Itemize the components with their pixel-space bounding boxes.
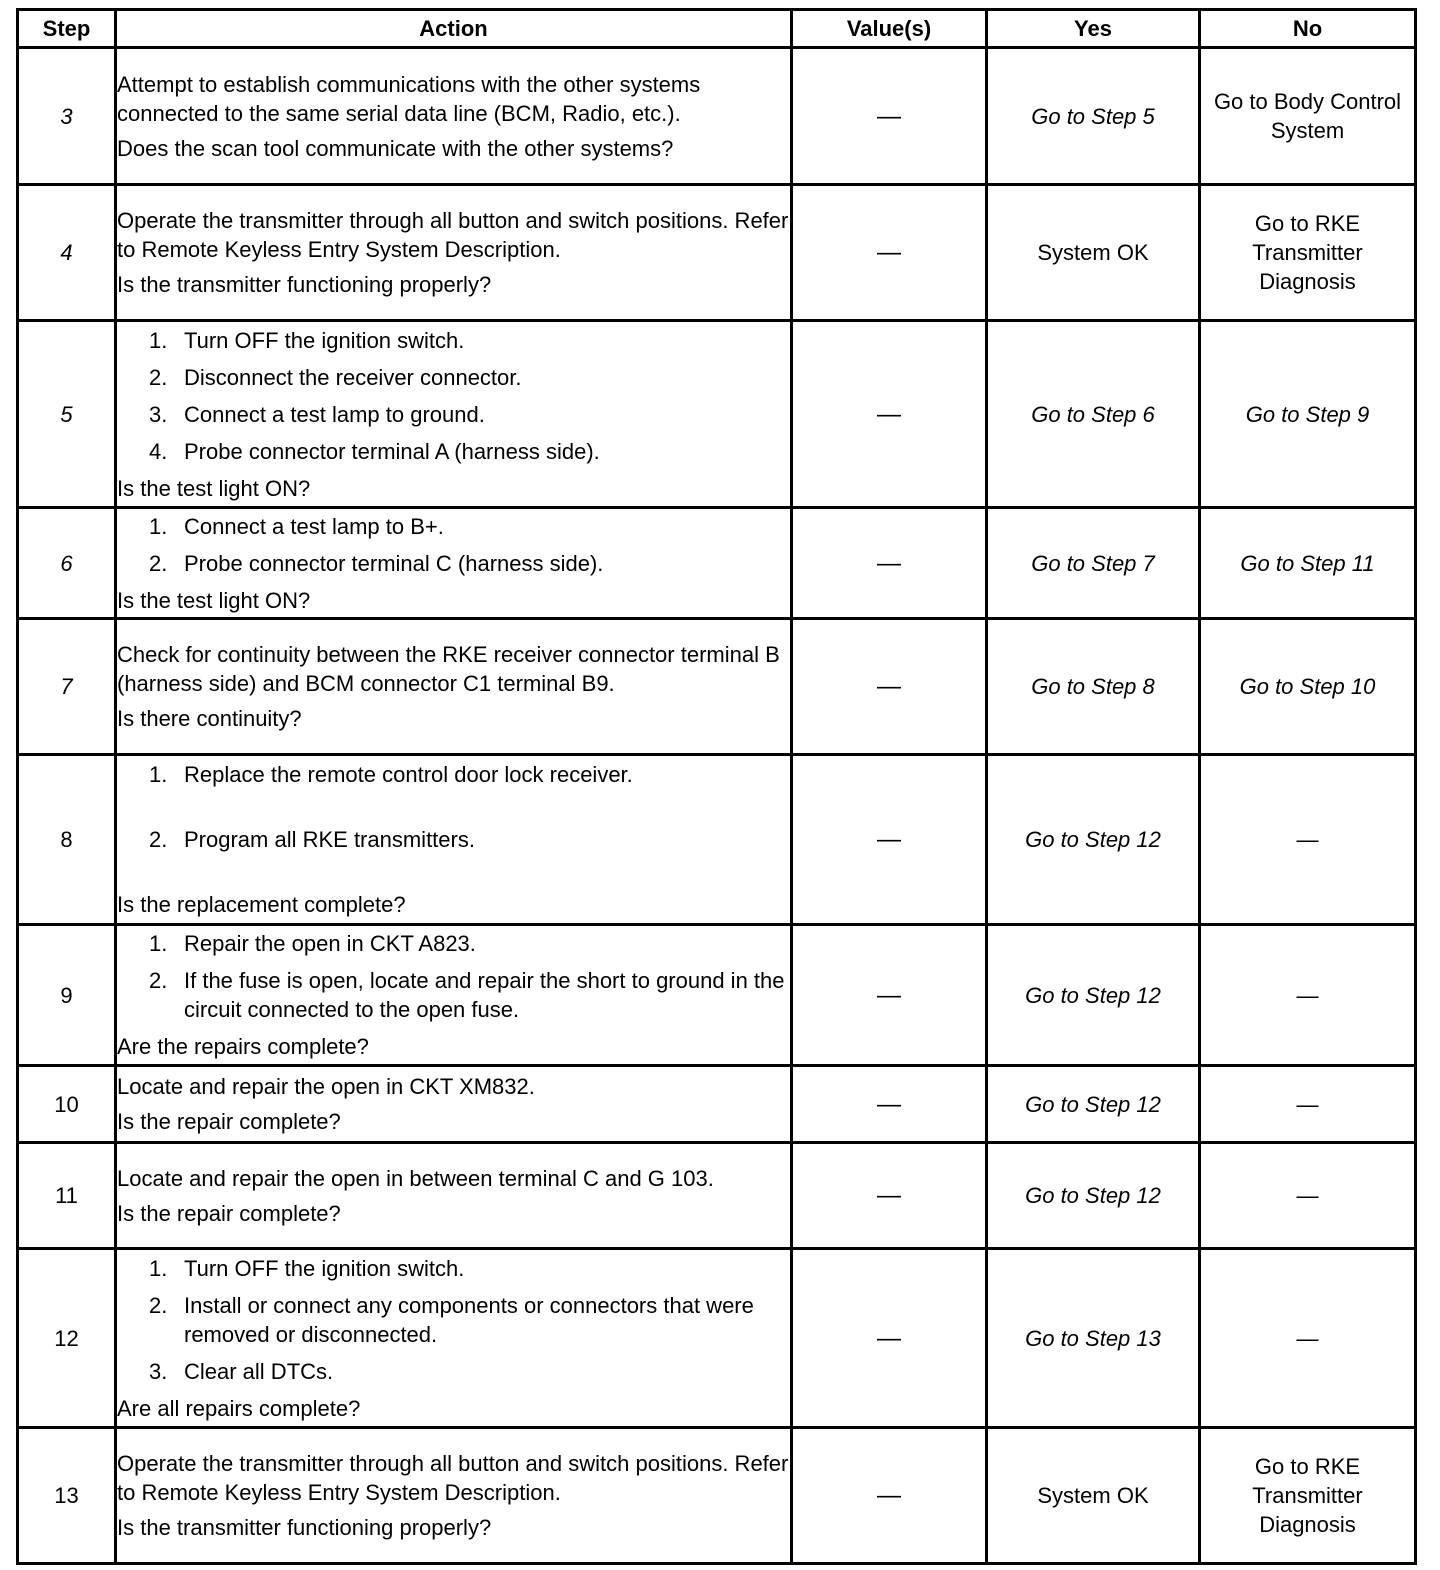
action-cell	[116, 1066, 792, 1143]
list-item	[149, 966, 790, 1024]
table-row	[18, 1428, 1416, 1564]
table-row	[18, 321, 1416, 508]
step-number: 8	[18, 755, 116, 925]
item-text: Program all RKE transmitters.	[184, 827, 475, 852]
action-question: Is the replacement complete?	[117, 892, 406, 917]
list-item	[149, 400, 790, 429]
item-number: 1.	[149, 327, 168, 353]
item-text: Probe connector terminal C (harness side).	[184, 550, 604, 576]
action-text: Locate and repair the open in between terminal C and G 103.	[117, 1165, 714, 1191]
header-no: No	[1200, 10, 1416, 48]
action-steps	[117, 512, 790, 578]
no-cell: Go to Step 10	[1200, 619, 1416, 755]
list-item	[149, 825, 790, 854]
item-number: 1.	[149, 513, 168, 539]
header-action: Action	[116, 10, 792, 48]
item-text: Probe connector terminal A (harness side).	[184, 438, 600, 464]
yes-cell: Go to Step 5	[987, 48, 1200, 185]
list-item	[149, 1357, 790, 1386]
table-row	[18, 619, 1416, 755]
action-cell	[116, 321, 792, 508]
item-text: Clear all DTCs.	[184, 1358, 334, 1384]
yes-cell: Go to Step 12	[987, 925, 1200, 1066]
action-cell	[116, 1143, 792, 1249]
step-number: 9	[18, 925, 116, 1066]
header-yes: Yes	[987, 10, 1200, 48]
no-cell: Go to Step 9	[1200, 321, 1416, 508]
table-row	[18, 1249, 1416, 1428]
value-cell: —	[792, 321, 987, 508]
step-number: 3	[18, 48, 116, 185]
table-row	[18, 48, 1416, 185]
list-item	[149, 549, 790, 578]
action-steps	[117, 929, 790, 1024]
step-number: 7	[18, 619, 116, 755]
action-steps	[117, 1254, 790, 1386]
yes-cell: Go to Step 13	[987, 1249, 1200, 1428]
item-text: Disconnect the receiver connector.	[184, 364, 522, 390]
action-cell	[116, 48, 792, 185]
item-number: 1.	[149, 931, 168, 956]
action-question: Is the transmitter functioning properly?	[117, 1515, 492, 1540]
item-text: Connect a test lamp to ground.	[184, 401, 485, 427]
list-item	[149, 437, 790, 466]
table-row	[18, 508, 1416, 619]
step-number: 13	[18, 1428, 116, 1564]
header-row	[18, 10, 1416, 48]
step-number: 11	[18, 1143, 116, 1249]
yes-cell: System OK	[987, 1428, 1200, 1564]
table-row	[18, 755, 1416, 925]
action-text: Locate and repair the open in CKT XM832.	[117, 1074, 535, 1099]
item-text: Turn OFF the ignition switch.	[184, 1255, 465, 1281]
header-step: Step	[18, 10, 116, 48]
no-cell: —	[1200, 1249, 1416, 1428]
item-text: Replace the remote control door lock receiver.	[184, 762, 633, 787]
action-text: Operate the transmitter through all button and switch positions. Refer to Remote Keyless Entry System Description.	[117, 1451, 789, 1505]
value-cell: —	[792, 755, 987, 925]
list-item	[149, 363, 790, 392]
diagnostic-table-sheet	[16, 8, 1414, 1565]
item-number: 2.	[149, 827, 168, 852]
action-steps	[117, 760, 790, 854]
list-item	[149, 512, 790, 541]
action-question: Does the scan tool communicate with the other systems?	[117, 135, 674, 161]
diagnostic-table	[16, 8, 1417, 1565]
item-text: If the fuse is open, locate and repair the short to ground in the circuit connected to the open fuse.	[184, 968, 785, 1022]
action-question: Are the repairs complete?	[117, 1034, 369, 1059]
no-cell: Go to RKE Transmitter Diagnosis	[1200, 1428, 1416, 1564]
table-row	[18, 185, 1416, 321]
value-cell: —	[792, 1249, 987, 1428]
action-cell	[116, 619, 792, 755]
action-question: Is there continuity?	[117, 706, 302, 731]
action-question: Are all repairs complete?	[117, 1395, 361, 1421]
list-item	[149, 326, 790, 355]
item-text: Repair the open in CKT A823.	[184, 931, 476, 956]
step-number: 5	[18, 321, 116, 508]
action-cell	[116, 185, 792, 321]
yes-cell: Go to Step 6	[987, 321, 1200, 508]
yes-cell: System OK	[987, 185, 1200, 321]
action-text: Attempt to establish communications with the other systems connected to the same serial data line (BCM, Radio, etc.).	[117, 71, 701, 126]
value-cell: —	[792, 619, 987, 755]
value-cell: —	[792, 925, 987, 1066]
item-number: 2.	[149, 968, 168, 993]
no-cell: Go to Step 11	[1200, 508, 1416, 619]
step-number: 4	[18, 185, 116, 321]
yes-cell: Go to Step 8	[987, 619, 1200, 755]
action-question: Is the repair complete?	[117, 1109, 341, 1134]
list-item	[149, 1291, 790, 1349]
value-cell: —	[792, 1066, 987, 1143]
value-cell: —	[792, 508, 987, 619]
value-cell: —	[792, 185, 987, 321]
action-cell	[116, 1428, 792, 1564]
action-cell	[116, 1249, 792, 1428]
action-cell	[116, 508, 792, 619]
action-question: Is the test light ON?	[117, 475, 311, 501]
yes-cell: Go to Step 12	[987, 1066, 1200, 1143]
yes-cell: Go to Step 12	[987, 1143, 1200, 1249]
item-number: 1.	[149, 1255, 168, 1281]
item-number: 4.	[149, 438, 168, 464]
action-cell	[116, 925, 792, 1066]
no-cell: —	[1200, 1066, 1416, 1143]
item-number: 2.	[149, 550, 168, 576]
step-number: 10	[18, 1066, 116, 1143]
item-number: 3.	[149, 401, 168, 427]
action-question: Is the transmitter functioning properly?	[117, 272, 492, 297]
yes-cell: Go to Step 7	[987, 508, 1200, 619]
header-value: Value(s)	[792, 10, 987, 48]
list-item	[149, 929, 790, 958]
no-cell: Go to Body Control System	[1200, 48, 1416, 185]
table-row	[18, 1143, 1416, 1249]
action-cell	[116, 755, 792, 925]
yes-cell: Go to Step 12	[987, 755, 1200, 925]
no-cell: —	[1200, 1143, 1416, 1249]
item-text: Turn OFF the ignition switch.	[184, 327, 465, 353]
value-cell: —	[792, 1143, 987, 1249]
list-item	[149, 1254, 790, 1283]
list-item	[149, 760, 790, 789]
action-question: Is the repair complete?	[117, 1200, 341, 1226]
action-steps	[117, 326, 790, 466]
item-text: Install or connect any components or connectors that were removed or disconnected.	[184, 1292, 754, 1347]
item-number: 3.	[149, 1358, 168, 1384]
table-row	[18, 1066, 1416, 1143]
item-number: 1.	[149, 762, 168, 787]
step-number: 12	[18, 1249, 116, 1428]
value-cell: —	[792, 1428, 987, 1564]
item-text: Connect a test lamp to B+.	[184, 513, 444, 539]
action-text: Operate the transmitter through all button and switch positions. Refer to Remote Keyless Entry System Description.	[117, 208, 789, 262]
step-number: 6	[18, 508, 116, 619]
item-number: 2.	[149, 364, 168, 390]
table-row	[18, 925, 1416, 1066]
no-cell: Go to RKE Transmitter Diagnosis	[1200, 185, 1416, 321]
value-cell: —	[792, 48, 987, 185]
no-cell: —	[1200, 755, 1416, 925]
no-cell: —	[1200, 925, 1416, 1066]
item-number: 2.	[149, 1292, 168, 1318]
action-text: Check for continuity between the RKE receiver connector terminal B (harness side) and BCM connector C1 terminal B9.	[117, 642, 780, 696]
action-question: Is the test light ON?	[117, 587, 311, 613]
